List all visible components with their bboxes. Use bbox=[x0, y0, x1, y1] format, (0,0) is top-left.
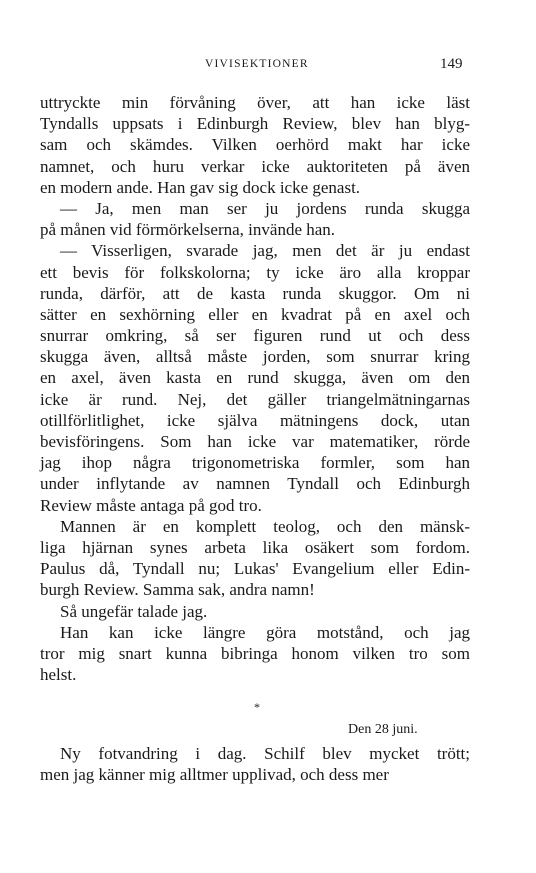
text-line: uttryckte min förvåning över, att han icke läst bbox=[40, 93, 470, 112]
text-line: Review måste antaga på god tro. bbox=[40, 495, 262, 515]
text-line: namnet, och huru verkar icke auktoriteten på även bbox=[40, 156, 470, 176]
running-head: VIVISEKTIONER bbox=[205, 58, 309, 70]
text-line: sätter en sexhörning eller en kvadrat på en axel och bbox=[40, 304, 470, 324]
text-line: Han kan icke längre göra motstånd, och jag bbox=[60, 622, 470, 642]
paragraph bbox=[40, 92, 470, 198]
section-separator: * bbox=[254, 700, 260, 714]
text-line: Tyndalls uppsats i Edinburgh Review, blev han blyg- bbox=[40, 114, 470, 134]
text-line: — Visserligen, svarade jag, men det är ju endast bbox=[60, 241, 470, 261]
text-line: skugga även, alltså måste jorden, som snurrar kring bbox=[40, 347, 470, 367]
paragraph bbox=[40, 198, 470, 240]
text-line: men jag känner mig alltmer upplivad, och dess mer bbox=[40, 765, 389, 785]
paragraph bbox=[40, 601, 470, 622]
text-line: på månen vid förmörkelserna, invände han. bbox=[40, 220, 336, 240]
paragraph bbox=[40, 516, 470, 601]
paragraph bbox=[40, 743, 470, 785]
body-text bbox=[40, 92, 470, 685]
text-line: en axel, även kasta en rund skugga, även om den bbox=[40, 368, 470, 388]
text-line: snurrar omkring, så ser figuren rund ut och dess bbox=[40, 326, 470, 346]
text-line: Mannen är en komplett teolog, och den mänsk- bbox=[60, 516, 470, 536]
paragraph bbox=[40, 622, 470, 686]
text-line: — Ja, men man ser ju jordens runda skugga bbox=[60, 198, 470, 218]
text-line: sam och skämdes. Vilken oerhörd makt har icke bbox=[40, 135, 470, 155]
text-line: burgh Review. Samma sak, andra namn! bbox=[40, 580, 315, 600]
text-line: helst. bbox=[40, 665, 77, 685]
text-line: bevisföringens. Som han icke var matematiker, rörde bbox=[40, 432, 470, 451]
text-line: runda, därför, att de kasta runda skuggor. Om ni bbox=[40, 283, 470, 303]
text-line: tror mig snart kunna bibringa honom vilken tro som bbox=[40, 643, 470, 663]
text-line: under inflytande av namnen Tyndall och Edinburgh bbox=[40, 474, 470, 494]
dateline: Den 28 juni. bbox=[348, 722, 418, 737]
text-line: ett bevis för folkskolorna; ty icke äro alla kroppar bbox=[40, 262, 470, 282]
page-number: 149 bbox=[440, 56, 463, 72]
text-line: en modern ande. Han gav sig dock icke genast. bbox=[40, 177, 361, 197]
text-line: otillförlitlighet, icke själva mätningens dock, utan bbox=[40, 410, 470, 430]
body-text-continued bbox=[40, 743, 470, 785]
text-line: Så ungefär talade jag. bbox=[60, 601, 208, 621]
text-line: Paulus då, Tyndall nu; Lukas' Evangelium eller Edin- bbox=[40, 559, 470, 579]
paragraph bbox=[40, 240, 470, 515]
text-line: Ny fotvandring i dag. Schilf blev mycket trött; bbox=[60, 744, 470, 763]
text-line: icke är rund. Nej, det gäller triangelmätningarnas bbox=[40, 389, 470, 409]
page-header bbox=[0, 56, 536, 76]
text-line: jag ihop några trigonometriska formler, som han bbox=[40, 453, 470, 473]
text-line: liga hjärnan synes arbeta lika osäkert som fordom. bbox=[40, 537, 470, 557]
